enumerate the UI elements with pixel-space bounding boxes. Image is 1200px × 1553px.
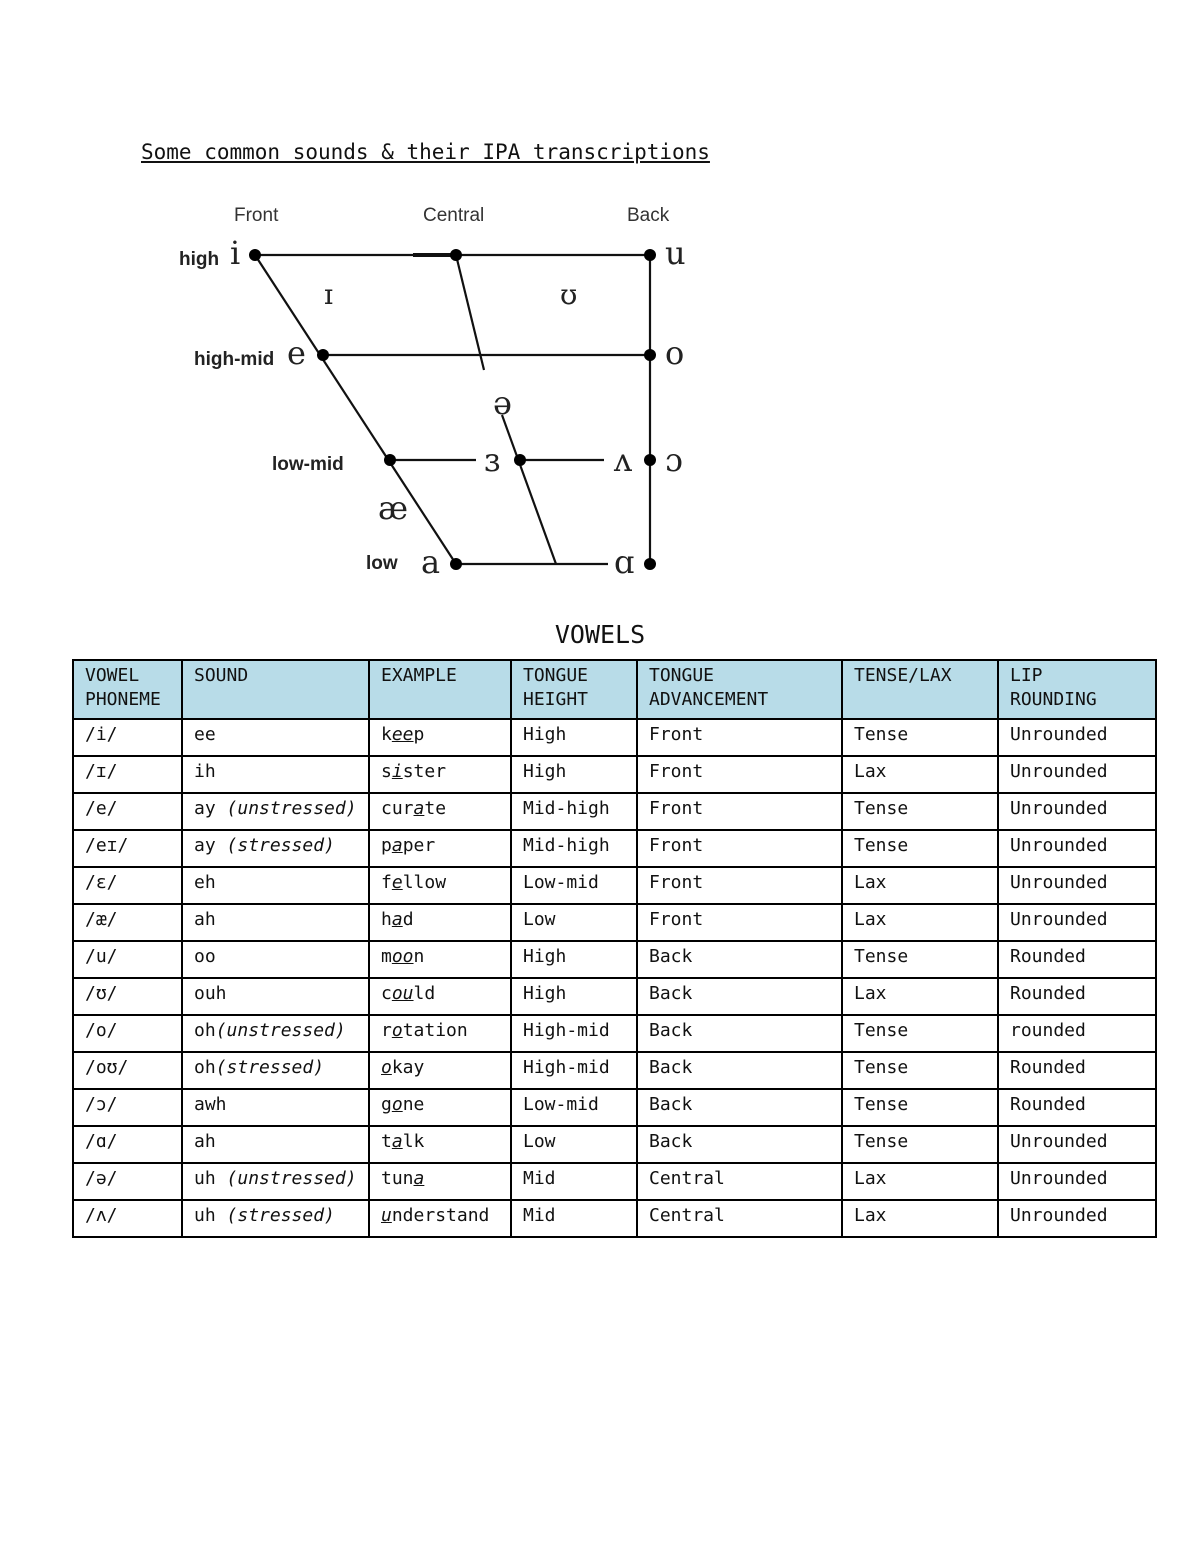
symbol-wedge: ʌ	[614, 441, 633, 479]
cell-tongue-advancement: Front	[637, 830, 842, 867]
cell-tense-lax: Tense	[842, 719, 998, 756]
cell-lip-rounding: rounded	[998, 1015, 1156, 1052]
cell-tense-lax: Lax	[842, 978, 998, 1015]
symbol-o: o	[665, 334, 685, 372]
vowel-chart-lines	[255, 255, 650, 564]
cell-sound: ee	[182, 719, 369, 756]
cell-example: rotation	[369, 1015, 511, 1052]
symbol-alpha: ɑ	[614, 543, 635, 580]
cell-tense-lax: Tense	[842, 830, 998, 867]
cell-tongue-height: Low	[511, 1126, 637, 1163]
header-tense-lax: TENSE/LAX	[842, 660, 998, 719]
cell-phoneme: /ʊ/	[73, 978, 182, 1015]
vowels-table	[72, 659, 1157, 1238]
cell-example: gone	[369, 1089, 511, 1126]
cell-tense-lax: Lax	[842, 904, 998, 941]
cell-tongue-advancement: Front	[637, 867, 842, 904]
cell-lip-rounding: Rounded	[998, 941, 1156, 978]
cell-tongue-height: Mid	[511, 1200, 637, 1237]
cell-tongue-height: High	[511, 941, 637, 978]
row-label-low-mid: low-mid	[272, 454, 344, 475]
cell-tongue-height: High-mid	[511, 1052, 637, 1089]
cell-sound: oh(stressed)	[182, 1052, 369, 1089]
symbol-small-i: ɪ	[324, 278, 333, 311]
cell-tongue-advancement: Back	[637, 1126, 842, 1163]
symbol-open-o: ɔ	[665, 441, 683, 479]
cell-sound: uh (unstressed)	[182, 1163, 369, 1200]
cell-tongue-advancement: Front	[637, 904, 842, 941]
cell-tongue-height: Mid-high	[511, 830, 637, 867]
cell-phoneme: /ɪ/	[73, 756, 182, 793]
cell-lip-rounding: Unrounded	[998, 904, 1156, 941]
cell-sound: ih	[182, 756, 369, 793]
row-label-high: high	[179, 249, 220, 270]
cell-example: curate	[369, 793, 511, 830]
cell-lip-rounding: Unrounded	[998, 1200, 1156, 1237]
header-phoneme: VOWEL PHONEME	[73, 660, 182, 719]
cell-tongue-advancement: Back	[637, 1015, 842, 1052]
cell-tongue-height: Low-mid	[511, 867, 637, 904]
table-row	[73, 904, 1156, 941]
table-row	[73, 756, 1156, 793]
cell-tense-lax: Tense	[842, 1089, 998, 1126]
cell-lip-rounding: Rounded	[998, 1052, 1156, 1089]
vowel-chart	[168, 195, 693, 580]
cell-lip-rounding: Unrounded	[998, 1163, 1156, 1200]
col-label-front: Front	[234, 205, 279, 226]
cell-phoneme: /eɪ/	[73, 830, 182, 867]
cell-tongue-advancement: Front	[637, 793, 842, 830]
table-row	[73, 1052, 1156, 1089]
cell-tense-lax: Tense	[842, 1126, 998, 1163]
cell-tense-lax: Tense	[842, 1052, 998, 1089]
cell-phoneme: /ɑ/	[73, 1126, 182, 1163]
cell-tongue-advancement: Front	[637, 756, 842, 793]
cell-tongue-height: Low	[511, 904, 637, 941]
header-tongue-height: TONGUE HEIGHT	[511, 660, 637, 719]
cell-tongue-height: High	[511, 719, 637, 756]
table-row	[73, 830, 1156, 867]
cell-lip-rounding: Rounded	[998, 1089, 1156, 1126]
cell-sound: ah	[182, 904, 369, 941]
symbol-upsilon: ʊ	[560, 278, 578, 311]
cell-example: okay	[369, 1052, 511, 1089]
cell-phoneme: /i/	[73, 719, 182, 756]
cell-example: understand	[369, 1200, 511, 1237]
cell-tongue-height: Mid-high	[511, 793, 637, 830]
symbol-ash: æ	[378, 489, 409, 527]
cell-sound: ah	[182, 1126, 369, 1163]
symbol-reversed-epsilon: ɜ	[484, 441, 501, 479]
header-lip-rounding: LIP ROUNDING	[998, 660, 1156, 719]
cell-tongue-advancement: Back	[637, 1052, 842, 1089]
cell-tongue-advancement: Central	[637, 1200, 842, 1237]
cell-tense-lax: Lax	[842, 1163, 998, 1200]
cell-phoneme: /ə/	[73, 1163, 182, 1200]
cell-tongue-height: High-mid	[511, 1015, 637, 1052]
cell-tongue-advancement: Back	[637, 1089, 842, 1126]
cell-tongue-advancement: Central	[637, 1163, 842, 1200]
symbol-e: e	[287, 334, 306, 372]
cell-lip-rounding: Unrounded	[998, 719, 1156, 756]
table-row	[73, 1126, 1156, 1163]
cell-phoneme: /oʊ/	[73, 1052, 182, 1089]
cell-tongue-advancement: Back	[637, 941, 842, 978]
cell-sound: ouh	[182, 978, 369, 1015]
cell-sound: oo	[182, 941, 369, 978]
cell-tense-lax: Tense	[842, 941, 998, 978]
table-row	[73, 1015, 1156, 1052]
cell-example: could	[369, 978, 511, 1015]
cell-lip-rounding: Unrounded	[998, 1126, 1156, 1163]
cell-example: keep	[369, 719, 511, 756]
cell-phoneme: /ɛ/	[73, 867, 182, 904]
cell-phoneme: /æ/	[73, 904, 182, 941]
symbol-i: i	[230, 234, 241, 272]
cell-phoneme: /ɔ/	[73, 1089, 182, 1126]
cell-lip-rounding: Unrounded	[998, 793, 1156, 830]
page-title: Some common sounds & their IPA transcriptions	[141, 140, 710, 164]
cell-example: talk	[369, 1126, 511, 1163]
symbol-a: a	[421, 543, 441, 580]
col-label-central: Central	[423, 205, 485, 226]
cell-phoneme: /ʌ/	[73, 1200, 182, 1237]
table-row	[73, 941, 1156, 978]
cell-example: paper	[369, 830, 511, 867]
row-label-low: low	[366, 553, 398, 574]
table-header-row	[73, 660, 1156, 719]
cell-phoneme: /o/	[73, 1015, 182, 1052]
header-example: EXAMPLE	[369, 660, 511, 719]
col-label-back: Back	[627, 205, 670, 226]
cell-example: fellow	[369, 867, 511, 904]
cell-example: sister	[369, 756, 511, 793]
table-row	[73, 793, 1156, 830]
cell-tongue-advancement: Back	[637, 978, 842, 1015]
header-sound: SOUND	[182, 660, 369, 719]
cell-lip-rounding: Rounded	[998, 978, 1156, 1015]
cell-tongue-height: High	[511, 978, 637, 1015]
cell-lip-rounding: Unrounded	[998, 867, 1156, 904]
cell-tense-lax: Tense	[842, 1015, 998, 1052]
symbol-schwa: ə	[493, 384, 512, 422]
table-row	[73, 867, 1156, 904]
cell-tongue-advancement: Front	[637, 719, 842, 756]
cell-phoneme: /u/	[73, 941, 182, 978]
cell-tense-lax: Lax	[842, 867, 998, 904]
cell-example: tuna	[369, 1163, 511, 1200]
symbol-u: u	[665, 234, 686, 272]
cell-tongue-height: High	[511, 756, 637, 793]
table-row	[73, 1163, 1156, 1200]
table-row	[73, 1200, 1156, 1237]
cell-tense-lax: Lax	[842, 1200, 998, 1237]
cell-sound: awh	[182, 1089, 369, 1126]
cell-tense-lax: Lax	[842, 756, 998, 793]
header-tongue-advancement: TONGUE ADVANCEMENT	[637, 660, 842, 719]
cell-lip-rounding: Unrounded	[998, 830, 1156, 867]
cell-sound: ay (unstressed)	[182, 793, 369, 830]
cell-sound: eh	[182, 867, 369, 904]
cell-example: moon	[369, 941, 511, 978]
row-label-high-mid: high-mid	[194, 349, 275, 370]
cell-tense-lax: Tense	[842, 793, 998, 830]
table-row	[73, 719, 1156, 756]
cell-sound: ay (stressed)	[182, 830, 369, 867]
vowel-chart-dots	[249, 249, 656, 570]
table-row	[73, 1089, 1156, 1126]
cell-tongue-height: Mid	[511, 1163, 637, 1200]
cell-tongue-height: Low-mid	[511, 1089, 637, 1126]
cell-sound: oh(unstressed)	[182, 1015, 369, 1052]
cell-lip-rounding: Unrounded	[998, 756, 1156, 793]
cell-phoneme: /e/	[73, 793, 182, 830]
cell-example: had	[369, 904, 511, 941]
cell-sound: uh (stressed)	[182, 1200, 369, 1237]
table-title: VOWELS	[554, 620, 646, 649]
table-row	[73, 978, 1156, 1015]
